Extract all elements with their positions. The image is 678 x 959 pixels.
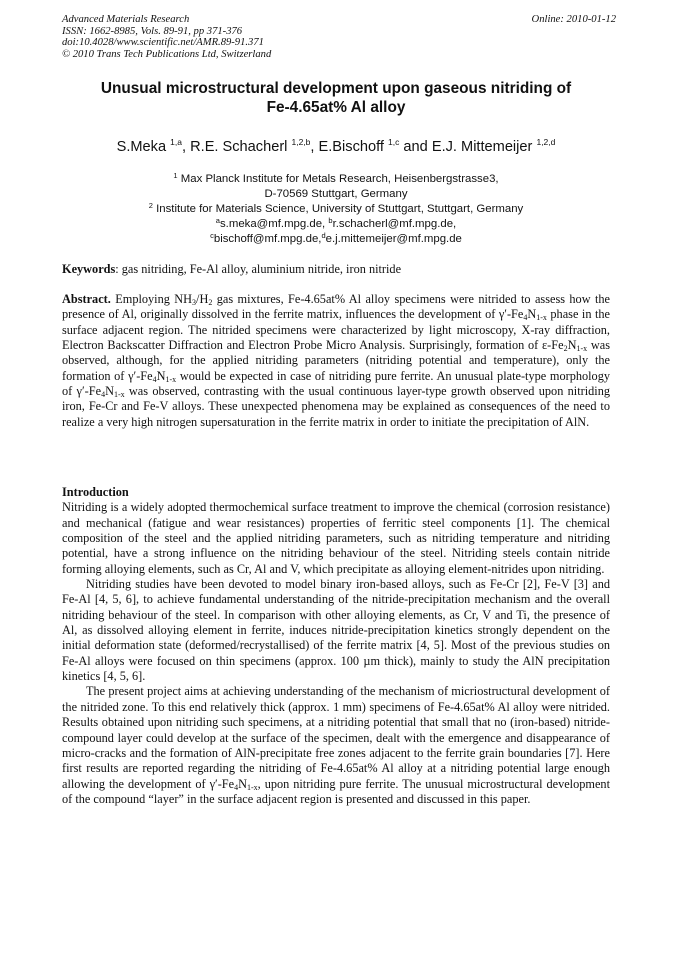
subscript: 3 [192, 298, 197, 307]
subscript: 2 [563, 344, 568, 354]
author-sup: 1,c [388, 137, 400, 147]
subscript: 1-x [165, 374, 177, 384]
journal-doi: doi:10.4028/www.scientific.net/AMR.89-91.371 [62, 37, 264, 49]
keywords-label: Keywords [62, 262, 116, 276]
email: e.j.mittemeijer@mf.mpg.de [325, 233, 462, 245]
subscript: 2 [208, 298, 213, 307]
abstract-text: Employing NH [110, 292, 193, 306]
author-sup: 1,a [170, 137, 182, 147]
section-heading: Introduction [62, 485, 129, 499]
email-line-1 [62, 217, 610, 232]
author-list: S.Meka $^{1,a}$, R.E. Schacherl $^{1,2,b}$, E.Bischoff $^{1,c}$ and E.J. Mittemeijer $^{1,2,d}$ [116, 137, 556, 155]
subscript: 4 [152, 374, 157, 384]
abstract-text: would be expected in case of nitriding pure ferrite. An unusual plate-type morphology of γ′-Fe [62, 368, 611, 399]
subscript: 1-x [576, 344, 588, 354]
affiliation-text: Institute for Materials Science, University of Stuttgart, Stuttgart, Germany [156, 203, 524, 215]
keywords-text: : gas nitriding, Fe-Al alloy, aluminium nitride, iron nitride [115, 262, 402, 276]
author-sup: 1,2,b [291, 137, 311, 147]
author-sup: 1,2,d [536, 137, 556, 147]
abstract-text: was observed, contrasting with the usual continuous layer-type growth observed upon nitriding iron, Fe-Cr and Fe-V alloys. These unexpected phenomena may be explained as consequences of the need to realize a very high nitrogen supersaturation in the ferrite matrix in order to initiate the precipitation of AlN. [62, 384, 610, 429]
paragraph-text: The present project aims at achieving understanding of the mechanism of micriostructural development of the nitrided zone. To this end relatively thick (approx. 1 mm) specimens of Fe-4.65at% Al alloy were nitrided. Results obtained upon nitriding such specimens, at a nitriding potential that small that no (iron-based) nitride-compound layer could develop at the surface of the specimen, dealt with the emergence and disappearance of micro-cracks and the formation of AlN-precipitate free zones adjacent to the ferrite grain boundaries [7]. Here first results are reported regarding the nitriding of Fe-4.65at% Al alloy at a nitriding potential large enough allowing the development of γ′-Fe [62, 684, 610, 791]
journal-copyright: © 2010 Trans Tech Publications Ltd, Switzerland [62, 48, 272, 60]
paragraph [62, 684, 610, 807]
email-line-2 [62, 232, 610, 247]
email: s.meka@mf.mpg.de, [219, 218, 326, 230]
abstract-text: phase in the surface adjacent region. The nitrided specimens were characterized by light microscopy, X-ray diffraction, Electron Backscatter Diffraction and Electron Probe Micro Analysis. Surprisingly, formation of ε-Fe [62, 307, 610, 353]
affiliation-1-city: D-70569 Stuttgart, Germany [264, 188, 408, 200]
journal-issn: ISSN: 1662-8985, Vols. 89-91, pp 371-376 [62, 25, 243, 37]
affiliation-1 [62, 172, 610, 187]
subscript: 4 [234, 782, 239, 792]
email: bischoff@mf.mpg.de, [213, 233, 322, 245]
keywords [62, 262, 610, 277]
affiliations [62, 172, 610, 247]
abstract-label: Abstract. [62, 292, 111, 306]
journal-name: Advanced Materials Research [62, 14, 190, 25]
title-line-1: Unusual microstructural development upon gaseous nitriding of [100, 80, 572, 97]
subscript: 1-x [113, 390, 125, 400]
email-sup: b [328, 216, 333, 225]
title-line-2: Fe-4.65at% Al alloy [266, 99, 406, 116]
author-name: R.E. Schacherl [190, 139, 288, 155]
subscript: 4 [101, 390, 106, 400]
subscript: 4 [523, 313, 528, 323]
email-sup: c [210, 231, 214, 240]
abstract-text: /H [196, 292, 209, 306]
author-name: S.Meka [116, 139, 167, 155]
abstract-text: N [567, 338, 577, 353]
subscript: 1-x [247, 782, 258, 792]
author-name: E.J. Mittemeijer [431, 139, 533, 155]
abstract-text: was observed, although, for the applied nitriding parameters (nitriding potential and temperature), only the formation of γ′-Fe [62, 338, 610, 383]
affiliation-2 [62, 202, 610, 217]
author-name: E.Bischoff [318, 139, 384, 155]
abstract-text: gas mixtures, Fe-4.65at% Al alloy specimens were nitrided to assess how the presence of Al, originally dissolved in the ferrite matrix, influences the development of γ′-Fe [62, 292, 610, 322]
email-sup: a [215, 216, 220, 225]
affiliation-text: Max Planck Institute for Metals Research, Heisenbergstrasse3, [180, 173, 499, 185]
paragraph: Nitriding is a widely adopted thermochemical surface treatment to improve the chemical (corrosion resistance) and mechanical (fatigue and wear resistances) properties of ferritic steel components [1]. The chemical composition of the steel and the applied nitriding parameters, such as nitriding temperature and nitriding potential, have a strong influence on the nitriding behaviour of the steel. Nitriding steels contain nitride forming alloying elements, such as Cr, Al and V, which precipitate as alloying element-nitrides upon nitriding. [62, 500, 610, 576]
abstract-text: N [105, 384, 114, 399]
abstract-text: N [527, 307, 537, 322]
paragraph: Nitriding studies have been devoted to model binary iron-based alloys, such as Fe-Cr [2], Fe-V [3] and Fe-Al [4, 5, 6], to achieve fundamental understanding of the nitride-precipitation mechanism and the overall nitriding behaviour of the steel. In comparison with other alloying elements, as Cr, V and Ti, the presence of Al, as dissolved alloying element in ferrite, induces nitride-precipitation kinetics strongly dependent on the initial deformation state (deformed/recrystallised) of the ferrite matrix [4, 5]. Most of the previous studies on Fe-Al alloys were focused on thin specimens (approx. 100 µm thick), mainly to study the AlN precipitation kinetics [4, 5, 6]. [62, 577, 610, 684]
introduction-section [62, 485, 610, 807]
paper-title [62, 79, 610, 117]
author-conjunction: and [403, 139, 428, 155]
email-sup: d [321, 231, 326, 240]
online-date: Online: 2010-01-12 [531, 14, 616, 25]
abstract-text: N [156, 368, 166, 383]
journal-header [62, 14, 616, 60]
abstract [62, 292, 610, 430]
subscript: 1-x [536, 313, 547, 323]
affiliation-number: 2 [148, 201, 153, 210]
affiliation-number: 1 [173, 171, 178, 180]
paragraph-text: N [238, 776, 247, 791]
email: r.schacherl@mf.mpg.de, [332, 218, 457, 230]
paragraph-text: , upon nitriding pure ferrite. The unusual microstructural development of the compound “layer” in the surface adjacent region is presented and discussed in this paper. [62, 776, 610, 806]
